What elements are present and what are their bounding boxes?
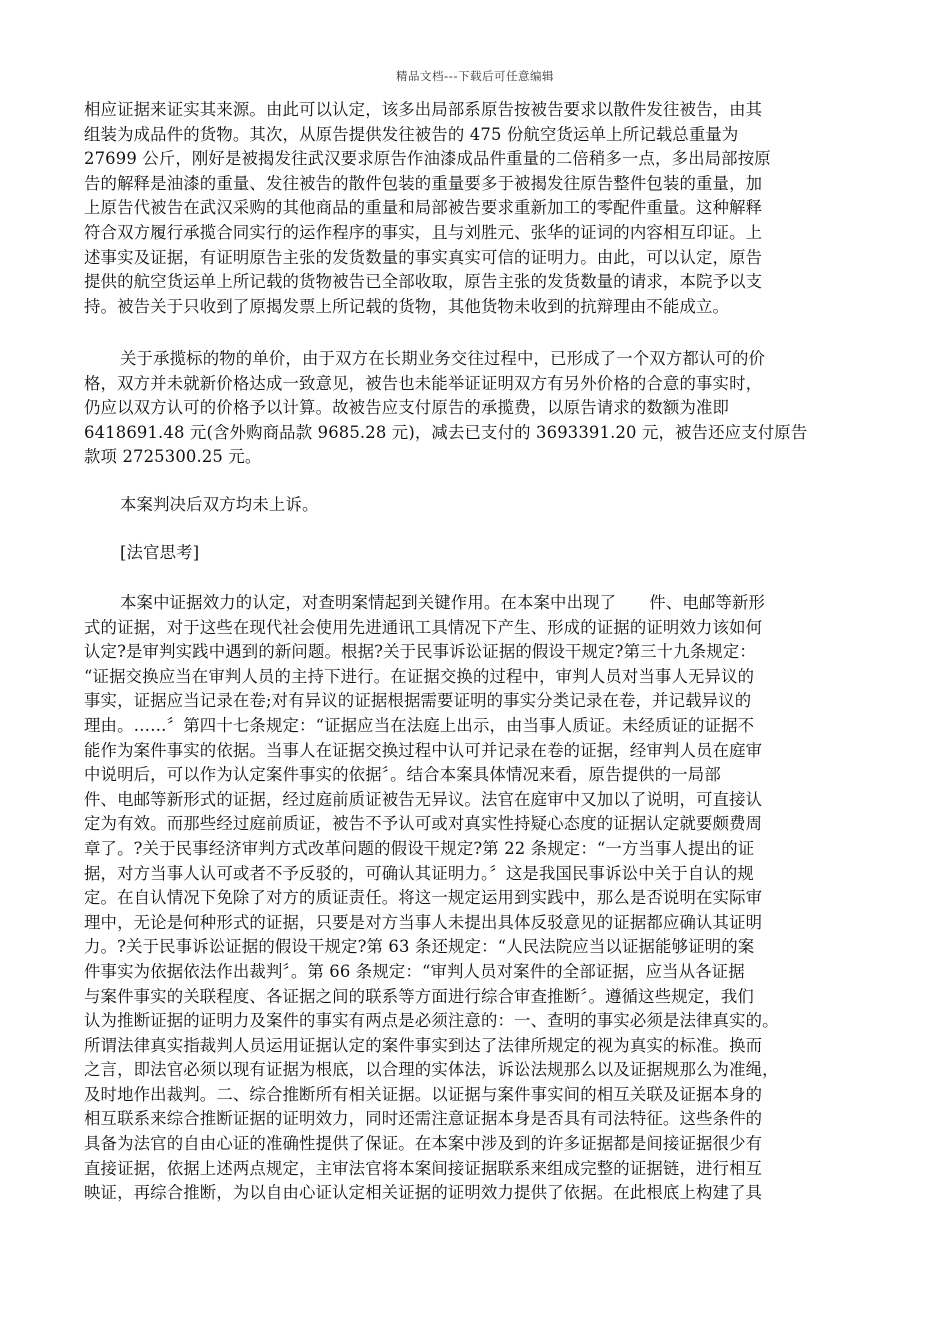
paragraph-line: 符合双方履行承揽合同实行的运作程序的事实，且与刘胜元、张华的证词的内容相互印证。上 — [84, 222, 763, 242]
paragraph-line: 与案件事实的关联程度、各证据之间的联系等方面进行综合审查推断〞。遵循这些规定，我们 — [84, 986, 754, 1006]
paragraph-line: 章了。?关于民事经济审判方式改革问题的假设干规定?第 22 条规定：“一方当事人提出的证 — [84, 838, 755, 858]
paragraph-line: 能作为案件事实的依据。当事人在证据交换过程中认可并记录在卷的证据，经审判人员在庭审 — [84, 740, 763, 760]
page-header: 精品文档---下载后可任意编辑 — [396, 69, 554, 83]
paragraph-line: 具备为法官的自由心证的准确性提供了保证。在本案中涉及到的许多证据都是间接证据很少有 — [84, 1134, 763, 1154]
paragraph-line: 件事实为依据依法作出裁判〞。第 66 条规定：“审判人员对案件的全部证据，应当从各证据 — [84, 961, 745, 981]
section-heading — [84, 541, 884, 566]
paragraph-line: 提供的航空货运单上所记载的货物被告已全部收取，原告主张的发货数量的请求，本院予以支 — [84, 272, 763, 292]
paragraph-line: 持。被告关于只收到了原揭发票上所记载的货物，其他货物未收到的抗辩理由不能成立。 — [84, 296, 730, 316]
paragraph-line: 式的证据，对于这些在现代社会使用先进通讯工具情况下产生、形成的证据的证明效力该如何 — [84, 617, 763, 637]
paragraph-line: 款项 2725300.25 元。 — [84, 447, 262, 467]
paragraph-line: 事实，证据应当记录在卷;对有异议的证据根据需要证明的事实分类记录在卷，并记载异议的 — [84, 691, 752, 711]
paragraph-line: 关于承揽标的物的单价，由于双方在长期业务交往过程中，已形成了一个双方都认可的价 — [120, 349, 766, 368]
paragraph-line: 理中，无论是何种形式的证据，只要是对方当事人未提出具体反驳意见的证据都应确认其证明 — [84, 912, 763, 932]
paragraph-line: 仍应以双方认可的价格予以计算。故被告应支付原告的承揽费，以原告请求的数额为准即 — [84, 398, 730, 418]
paragraph-evidence-weight — [84, 98, 884, 319]
paragraph-line: 及时地作出裁判。二、综合推断所有相关证据。以证据与案件事实间的相互关联及证据本身的 — [84, 1084, 763, 1104]
paragraph-line: 相应证据来证实其来源。由此可以认定，该多出局部系原告按被告要求以散件发往被告，由其 — [84, 100, 763, 119]
paragraph-line: 件、电邮等新形式的证据，经过庭前质证被告无异议。法官在庭审中又加以了说明，可直接认 — [84, 789, 763, 809]
paragraph-line: 告的解释是油漆的重量、发往被告的散件包装的重量要多于被揭发往原告整件包装的重量，加 — [84, 173, 763, 193]
paragraph-line: 力。?关于民事诉讼证据的假设干规定?第 63 条还规定：“人民法院应当以证据能够证明的案 — [84, 937, 755, 957]
paragraph-line: 中说明后，可以作为认定案件事实的依据〞。结合本案具体情况来看，原告提供的一局部 — [84, 765, 721, 785]
paragraph-line: 相互联系来综合推断证据的证明效力，同时还需注意证据本身是否具有司法特征。这些条件的 — [84, 1109, 763, 1129]
paragraph-line: 本案中证据效力的认定，对查明案情起到关键作用。在本案中出现了 件、电邮等新形 — [120, 593, 766, 612]
paragraph-line: 27699 公斤，刚好是被揭发往武汉要求原告作油漆成品件重量的二倍稍多一点，多出局部按原 — [84, 149, 771, 169]
paragraph-line: 所谓法律真实指裁判人员运用证据认定的案件事实到达了法律所规定的视为真实的标准。换而 — [84, 1035, 763, 1055]
paragraph-line: 之言，即法官必须以现有证据为根底，以合理的实体法，诉讼法规那么以及证据规那么为准绳， — [84, 1060, 779, 1080]
paragraph-line: “证据交换应当在审判人员的主持下进行。在证据交换的过程中，审判人员对当事人无异议的 — [84, 666, 755, 686]
paragraph-judge-reflection — [84, 591, 884, 1206]
paragraph-no-appeal — [84, 493, 884, 518]
paragraph-line: 理由。……〞第四十七条规定：“证据应当在法庭上出示，由当事人质证。未经质证的证据不 — [84, 715, 755, 735]
paragraph-line: 本案判决后双方均未上诉。 — [120, 495, 319, 514]
paragraph-line: 组装为成品件的货物。其次，从原告提供发往被告的 475 份航空货运单上所记载总重量为 — [84, 124, 739, 144]
paragraph-line: 6418691.48 元(含外购商品款 9685.28 元)，减去已支付的 3693391.20 元，被告还应支付原告 — [84, 422, 808, 442]
paragraph-line: 认定?是审判实践中遇到的新问题。根据?关于民事诉讼证据的假设干规定?第三十九条规定： — [84, 642, 756, 662]
paragraph-line: 认为推断证据的证明力及案件的事实有两点是必须注意的：一、查明的事实必须是法律真实的。 — [84, 1011, 779, 1031]
paragraph-line: 直接证据，依据上述两点规定，主审法官将本案间接证据联系来组成完整的证据链，进行相互 — [84, 1158, 763, 1178]
paragraph-unit-price — [84, 347, 884, 470]
paragraph-line: 定为有效。而那些经过庭前质证，被告不予认可或对真实性持疑心态度的证据认定就要颇费周 — [84, 814, 763, 834]
paragraph-line: 映证，再综合推断，为以自由心证认定相关证据的证明效力提供了依据。在此根底上构建了具 — [84, 1183, 763, 1203]
paragraph-line: 上原告代被告在武汉采购的其他商品的重量和局部被告要求重新加工的零配件重量。这种解释 — [84, 198, 763, 218]
paragraph-line: 述事实及证据，有证明原告主张的发货数量的事实真实可信的证明力。由此，可以认定，原告 — [84, 247, 763, 267]
paragraph-line: 据，对方当事人认可或者不予反驳的，可确认其证明力。〞这是我国民事诉讼中关于自认的规 — [84, 863, 754, 883]
paragraph-line: 格，双方并未就新价格达成一致意见，被告也未能举证证明双方有另外价格的合意的事实时， — [84, 373, 763, 393]
judge-reflection-heading: [法官思考] — [120, 543, 200, 562]
paragraph-line: 定。在自认情况下免除了对方的质证责任。将这一规定运用到实践中，那么是否说明在实际审 — [84, 888, 763, 908]
